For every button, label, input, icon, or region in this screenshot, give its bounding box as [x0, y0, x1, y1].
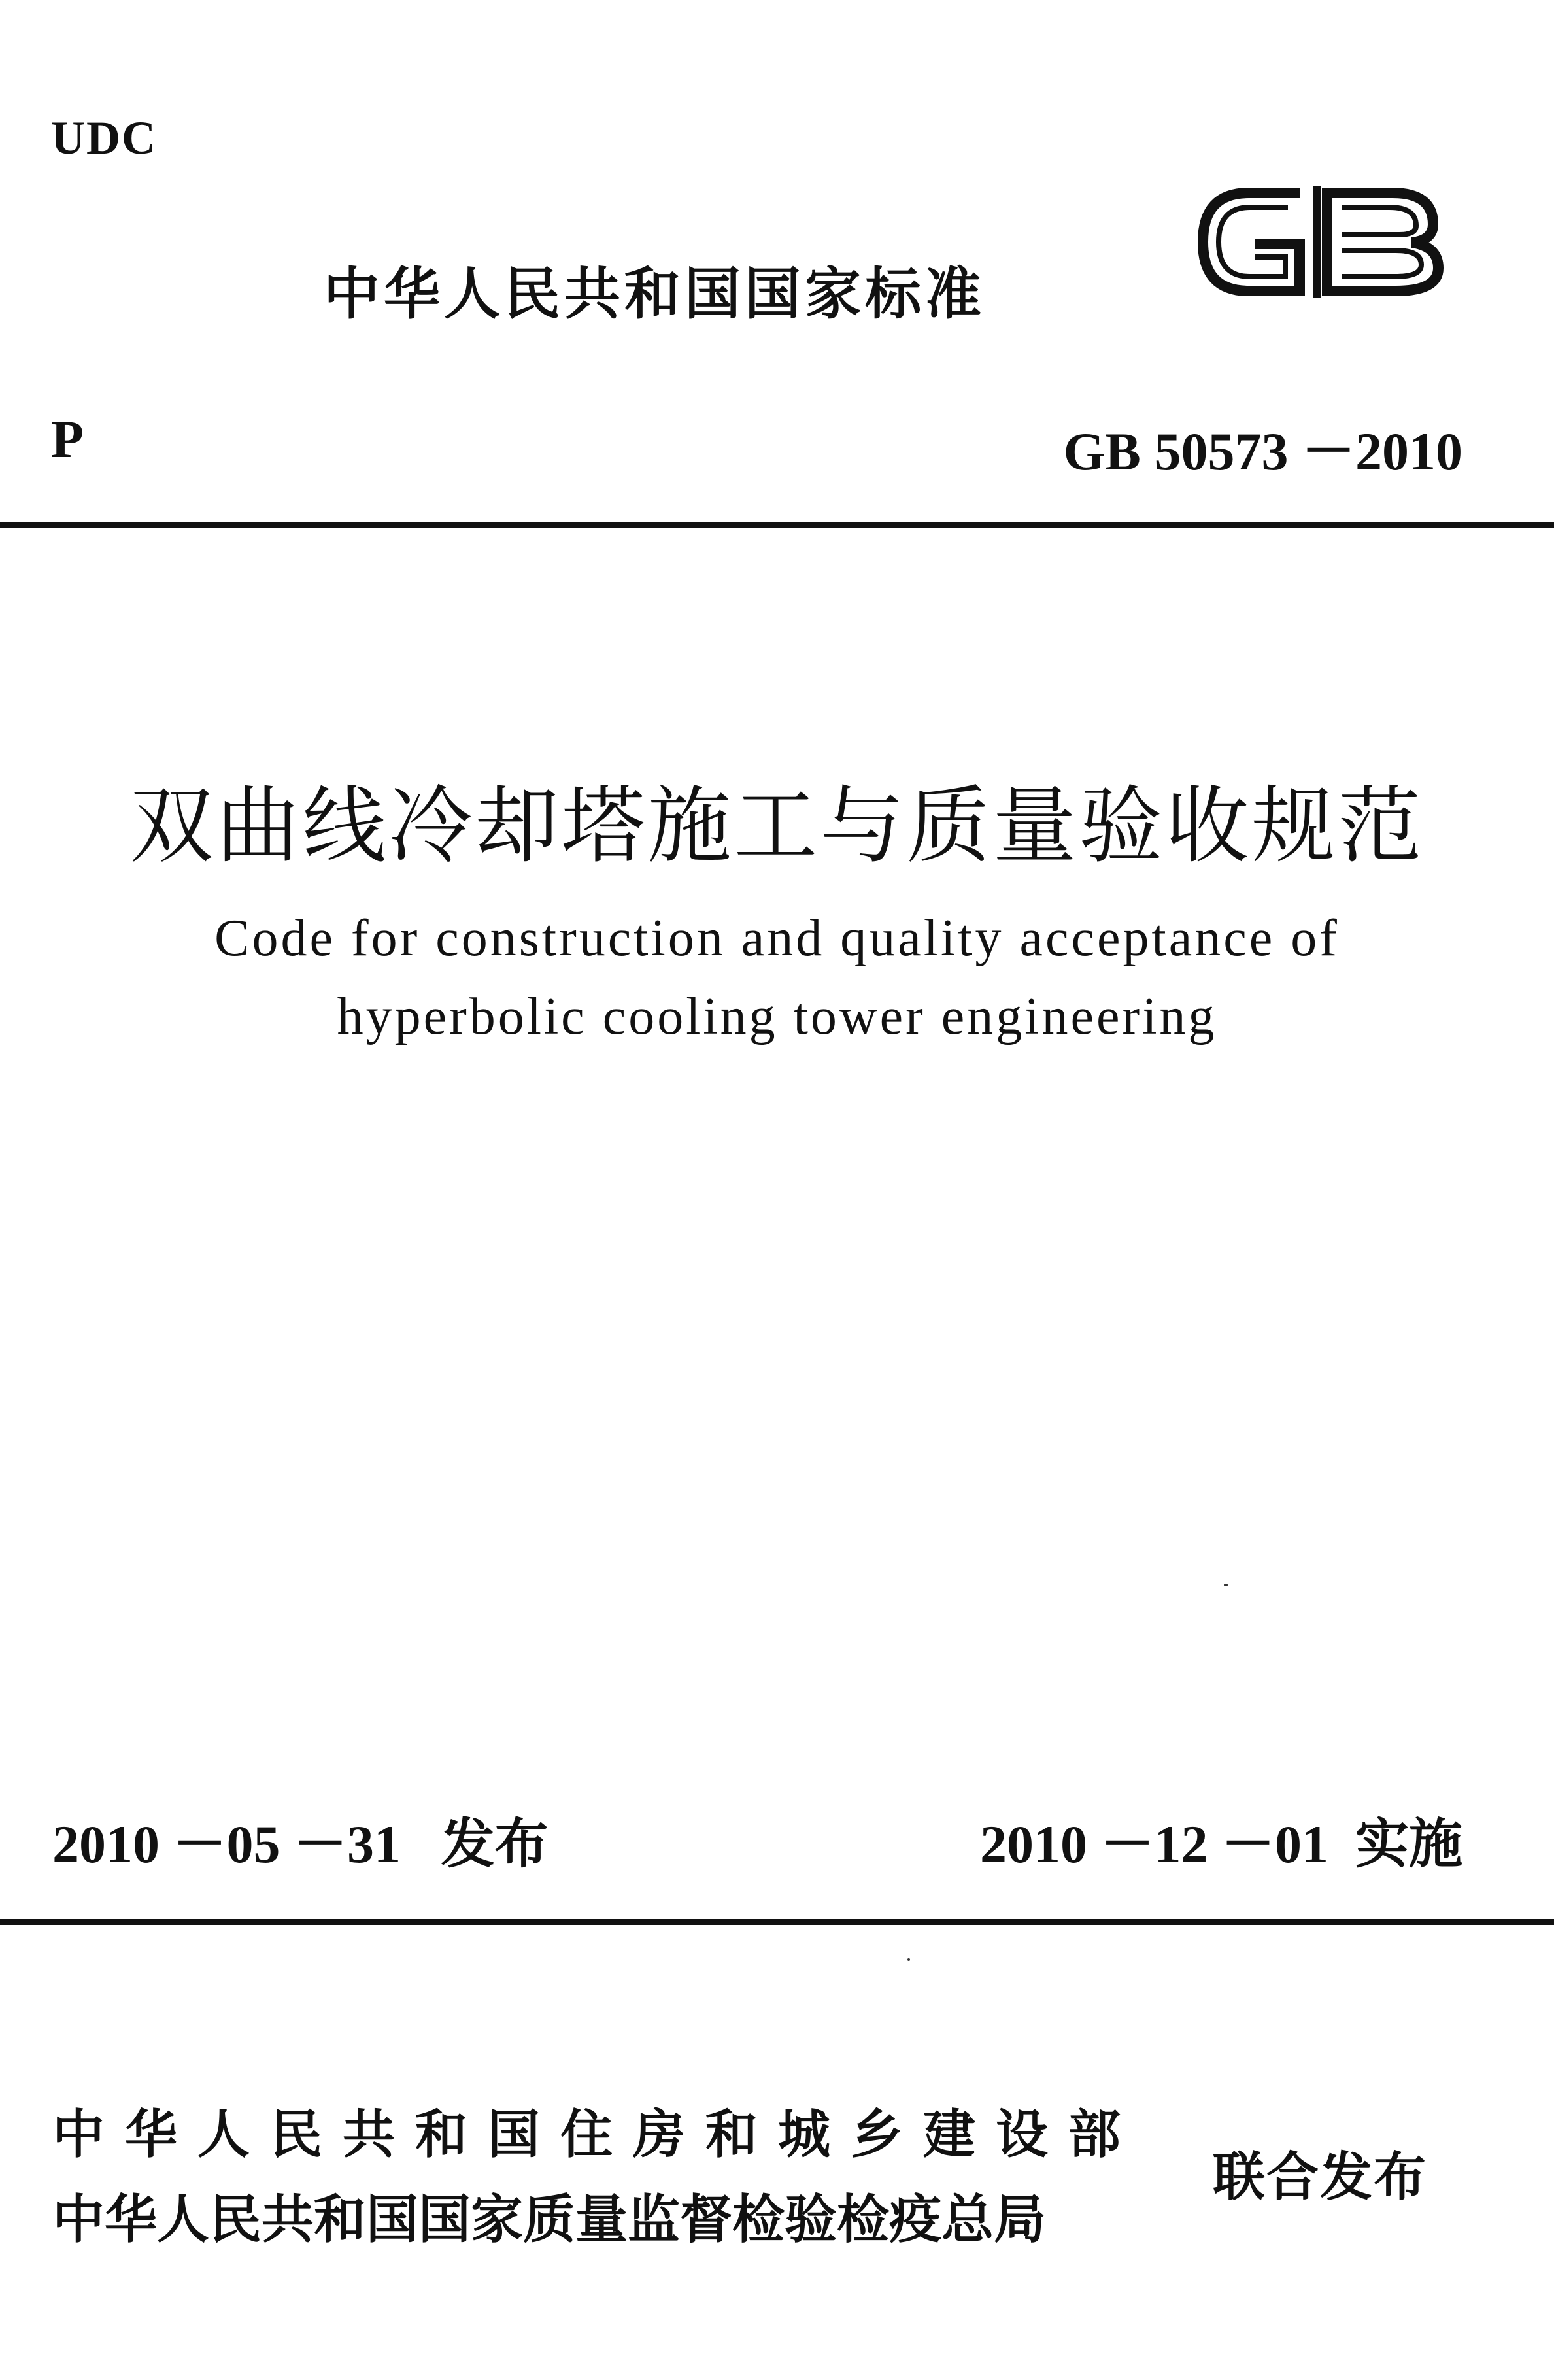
title-english-line2: hyperbolic cooling tower engineering: [337, 988, 1217, 1046]
bottom-divider: [0, 1919, 1554, 1925]
title-chinese: 双曲线冷却塔施工与质量验收规范: [129, 777, 1425, 875]
issue-date-block: [52, 1801, 549, 1878]
standard-number: GB 50573 －2010: [1063, 422, 1462, 481]
implementation-date-block: [980, 1801, 1462, 1878]
scan-speck: [1224, 1584, 1228, 1586]
gb-logo: [1177, 167, 1464, 317]
publisher-line1: 中华人民共和国住房和城乡建设部: [52, 2104, 1141, 2165]
scan-speck: [907, 1958, 910, 1961]
category-code: P: [51, 409, 84, 469]
publisher-line2: 中华人民共和国国家质量监督检验检疫总局: [52, 2189, 1046, 2250]
implementation-word: 实施: [1355, 1813, 1462, 1875]
udc-label: UDC: [51, 112, 157, 164]
standard-type-heading: 中华人民共和国国家标准: [324, 262, 985, 327]
implementation-date: 2010 －12 －01: [979, 1814, 1328, 1874]
issue-word: 发布: [441, 1813, 549, 1875]
issue-date: 2010 －05 －31: [52, 1814, 401, 1874]
title-english-line1: Code for construction and quality acceptance of: [214, 910, 1340, 967]
joint-publish-label: 联合发布: [1213, 2147, 1427, 2207]
top-divider: [0, 522, 1554, 528]
